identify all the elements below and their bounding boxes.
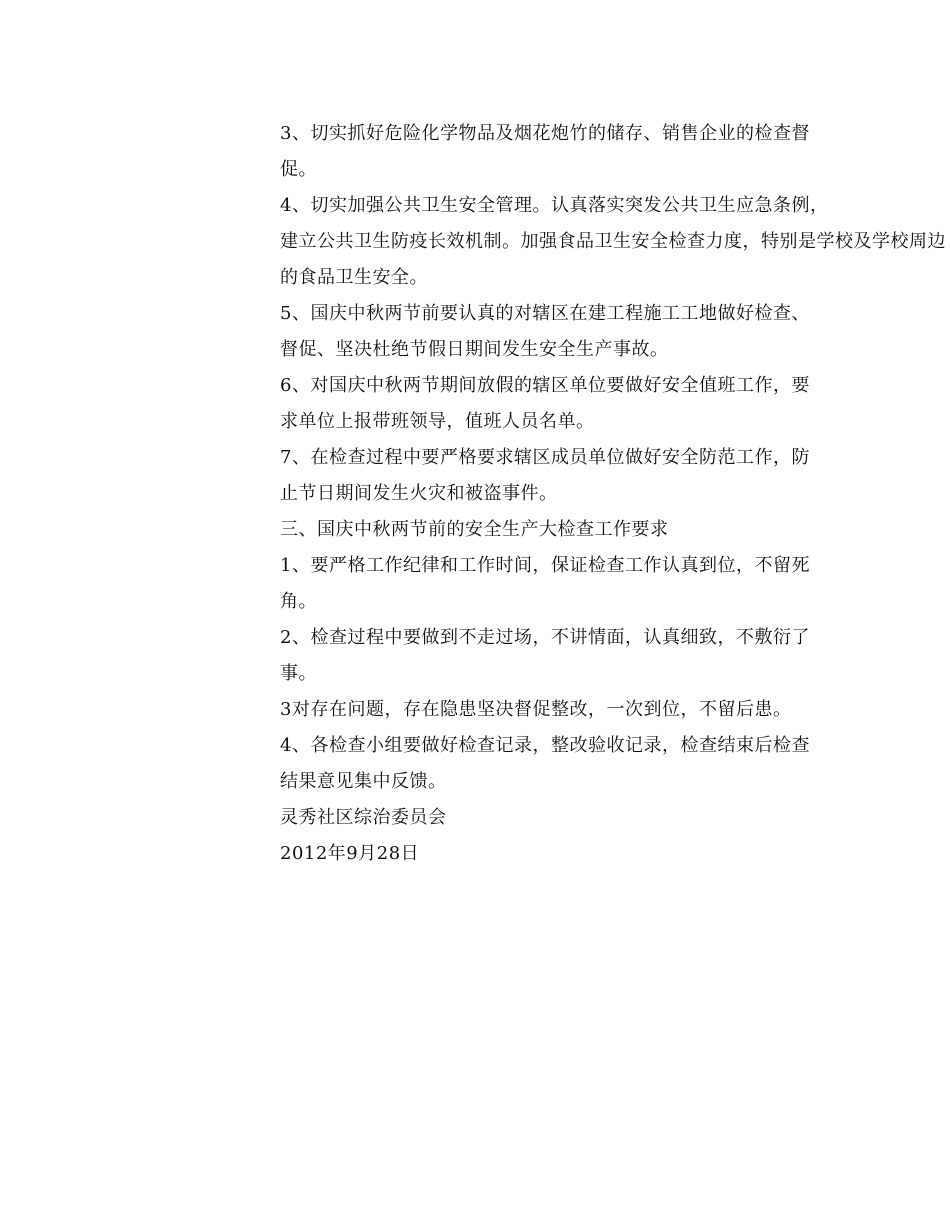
paragraph-item-6 <box>140 368 820 440</box>
text-line: 1、要严格工作纪律和工作时间，保证检查工作认真到位，不留死 <box>280 555 810 576</box>
text-line: 6、对国庆中秋两节期间放假的辖区单位要做好安全值班工作，要 <box>280 375 810 396</box>
text-line: 角。 <box>280 591 317 612</box>
text-line: 求单位上报带班领导，值班人员名单。 <box>280 411 595 432</box>
paragraph-item-4 <box>140 188 946 296</box>
requirement-item-2 <box>140 620 820 692</box>
text-line: 7、在检查过程中要严格要求辖区成员单位做好安全防范工作，防 <box>280 447 810 468</box>
date-text: 2012年9月28日 <box>280 843 420 864</box>
paragraph-item-7 <box>140 440 820 512</box>
text-line: 4、各检查小组要做好检查记录，整改验收记录，检查结束后检查 <box>280 735 810 756</box>
text-line: 5、国庆中秋两节前要认真的对辖区在建工程施工工地做好检查、 <box>280 303 810 324</box>
text-line: 3对存在问题，存在隐患坚决督促整改，一次到位，不留后患。 <box>280 699 792 720</box>
text-line: 建立公共卫生防疫长效机制。加强食品卫生安全检查力度，特别是学校及学校周边 <box>280 231 946 252</box>
document-body <box>140 116 946 872</box>
text-line: 督促、坚决杜绝节假日期间发生安全生产事故。 <box>280 339 669 360</box>
paragraph-item-3 <box>140 116 820 188</box>
text-line: 3、切实抓好危险化学物品及烟花炮竹的储存、销售企业的检查督 <box>280 123 810 144</box>
text-line: 止节日期间发生火灾和被盗事件。 <box>280 483 558 504</box>
section-heading-text: 三、国庆中秋两节前的安全生产大检查工作要求 <box>280 519 669 540</box>
organization-name: 灵秀社区综治委员会 <box>280 807 447 828</box>
text-line: 结果意见集中反馈。 <box>280 771 447 792</box>
signature-date <box>140 836 820 872</box>
requirement-item-4 <box>140 728 820 800</box>
text-line: 2、检查过程中要做到不走过场，不讲情面，认真细致，不敷衍了 <box>280 627 810 648</box>
paragraph-item-5 <box>140 296 820 368</box>
text-line: 促。 <box>280 159 317 180</box>
text-line: 的食品卫生安全。 <box>280 267 428 288</box>
section-heading <box>140 512 820 548</box>
requirement-item-3 <box>140 692 820 728</box>
requirement-item-1 <box>140 548 820 620</box>
text-line: 4、切实加强公共卫生安全管理。认真落实突发公共卫生应急条例， <box>280 195 829 216</box>
text-line: 事。 <box>280 663 317 684</box>
signature-organization <box>140 800 820 836</box>
